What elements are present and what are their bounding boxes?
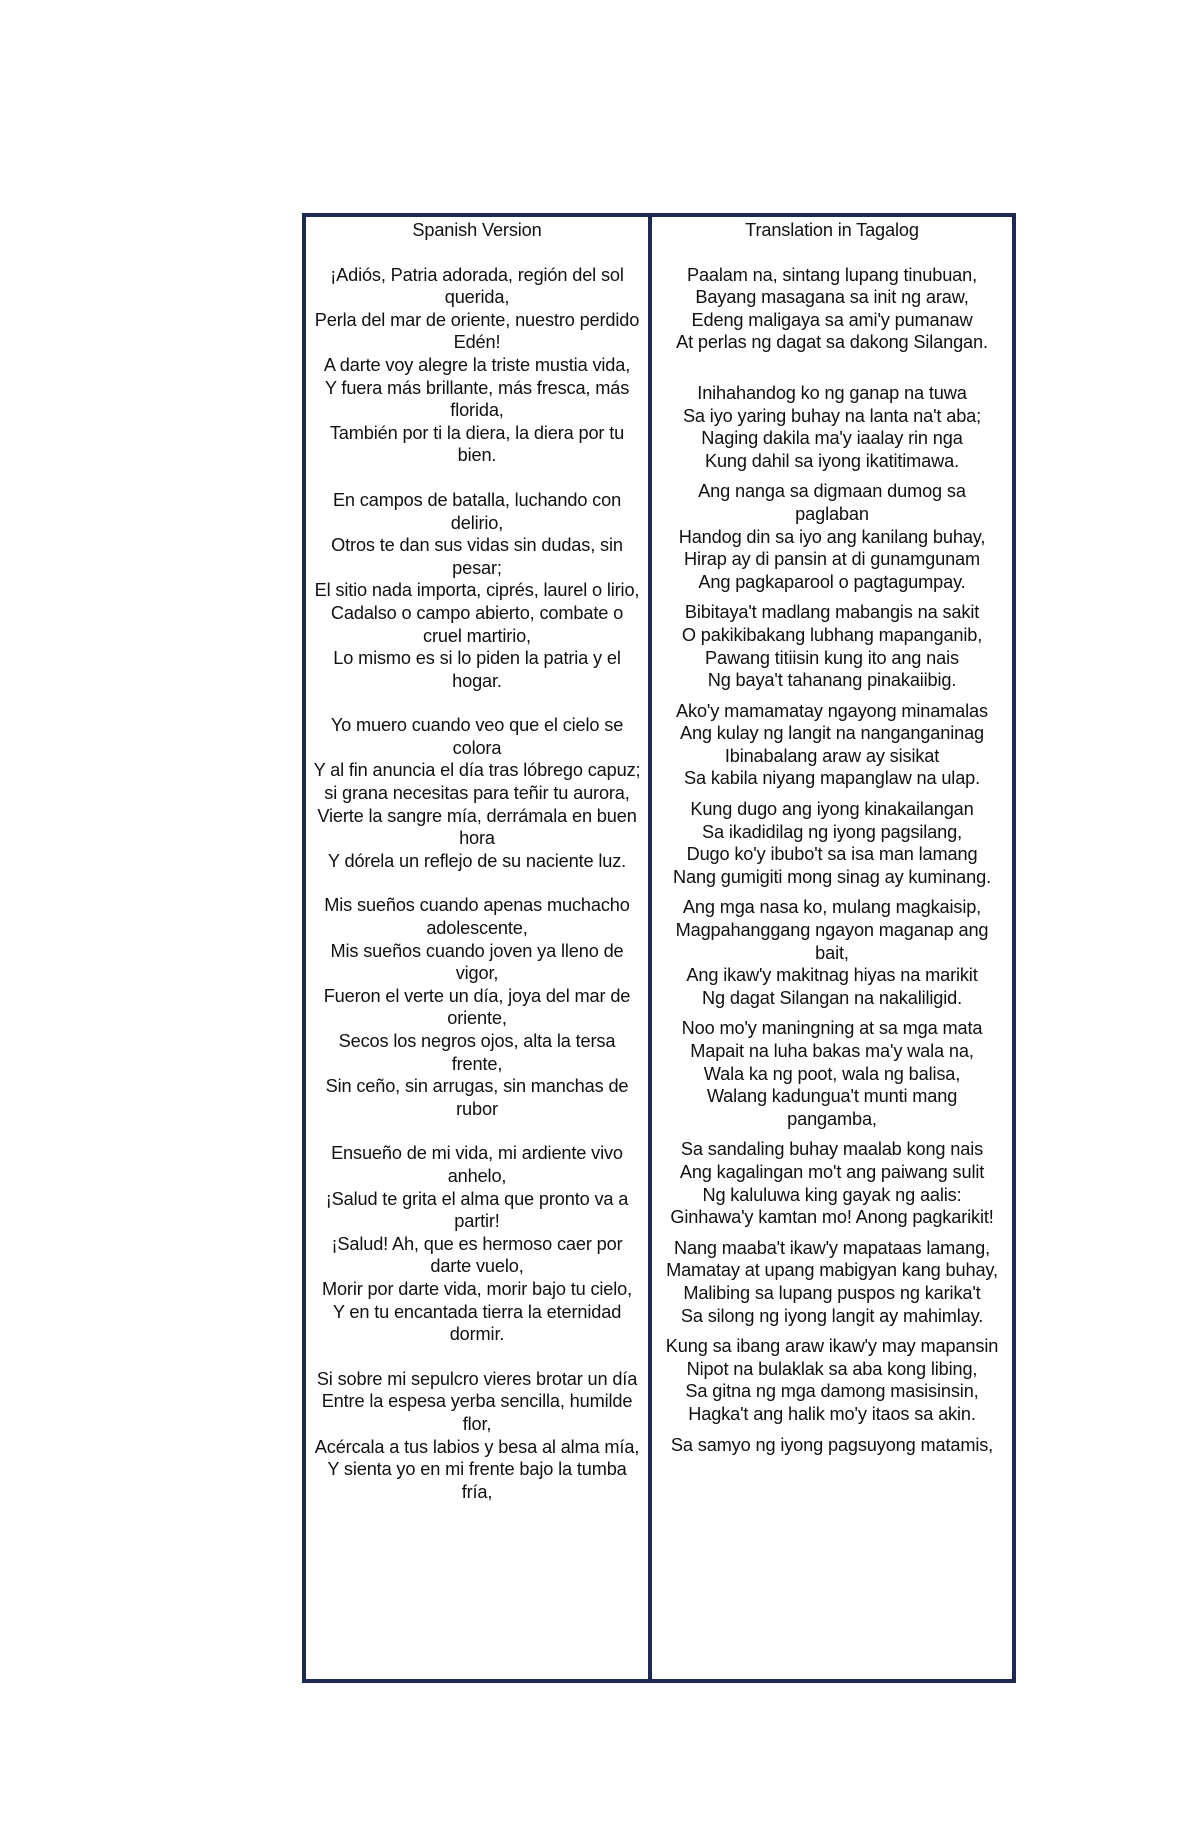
tagalog-line: Ng baya't tahanang pinakaiibig. bbox=[707, 670, 957, 691]
spanish-column bbox=[306, 217, 652, 1679]
tagalog-line: Naging dakila ma'y iaalay rin nga bbox=[701, 428, 963, 449]
tagalog-stanza bbox=[660, 798, 1004, 888]
tagalog-line: Nang gumigiti mong sinag ay kuminang. bbox=[673, 866, 991, 887]
tagalog-line: Sa iyo yaring buhay na lanta na't aba; bbox=[682, 405, 982, 426]
spanish-line: Cadalso o campo abierto, combate o cruel martirio, bbox=[330, 602, 624, 646]
spanish-line: Otros te dan sus vidas sin dudas, sin pesar; bbox=[331, 535, 623, 578]
tagalog-line: Nipot na bulaklak sa aba kong libing, bbox=[686, 1358, 978, 1379]
tagalog-line: Kung dahil sa iyong ikatitimawa. bbox=[704, 450, 959, 471]
spanish-line: Vierte la sangre mía, derrámala en buen hora bbox=[317, 805, 637, 849]
tagalog-stanza bbox=[660, 896, 1004, 1009]
tagalog-line: Ginhawa'y kamtan mo! Anong pagkarikit! bbox=[670, 1207, 994, 1228]
tagalog-header: Translation in Tagalog bbox=[745, 220, 919, 240]
spanish-line: Y dórela un reflejo de su naciente luz. bbox=[327, 850, 627, 871]
tagalog-line: Sa gitna ng mga damong masisinsin, bbox=[685, 1381, 979, 1402]
tagalog-line: Malibing sa lupang puspos ng karika't bbox=[683, 1282, 981, 1303]
tagalog-stanza bbox=[660, 1237, 1004, 1327]
spanish-stanza bbox=[312, 894, 642, 1120]
tagalog-line: At perlas ng dagat sa dakong Silangan. bbox=[676, 332, 988, 353]
tagalog-line: Ang pagkaparool o pagtagumpay. bbox=[698, 571, 966, 592]
tagalog-line: Ng kaluluwa king gayak ng aalis: bbox=[702, 1184, 962, 1205]
spanish-stanza bbox=[312, 264, 642, 467]
spanish-line: Si sobre mi sepulcro vieres brotar un día bbox=[316, 1368, 638, 1389]
spanish-line: Secos los negros ojos, alta la tersa frente, bbox=[338, 1031, 616, 1074]
spanish-header: Spanish Version bbox=[412, 220, 542, 240]
tagalog-line: Sa silong ng iyong langit ay mahimlay. bbox=[680, 1305, 984, 1326]
tagalog-line: Kung sa ibang araw ikaw'y may mapansin bbox=[665, 1336, 999, 1357]
spanish-stanza bbox=[312, 714, 642, 872]
tagalog-line: Inihahandog ko ng ganap na tuwa bbox=[697, 382, 967, 403]
spanish-line: ¡Adiós, Patria adorada, región del sol querida, bbox=[330, 264, 624, 308]
spanish-line: Mis sueños cuando joven ya lleno de vigor, bbox=[330, 940, 624, 984]
poem-table bbox=[302, 213, 1016, 1683]
spanish-line: Lo mismo es si lo piden la patria y el hogar. bbox=[333, 648, 621, 691]
spanish-line: Y fuera más brillante, más fresca, más florida, bbox=[324, 377, 630, 421]
tagalog-line: Bibitaya't madlang mabangis na sakit bbox=[684, 602, 980, 623]
spanish-line: A darte voy alegre la triste mustia vida, bbox=[323, 354, 631, 375]
tagalog-stanza bbox=[660, 1138, 1004, 1228]
tagalog-line: Nang maaba't ikaw'y mapataas lamang, bbox=[674, 1237, 990, 1258]
tagalog-line: Hirap ay di pansin at di gunamgunam bbox=[683, 549, 981, 570]
tagalog-stanza bbox=[660, 700, 1004, 790]
tagalog-line: Noo mo'y maningning at sa mga mata bbox=[681, 1018, 983, 1039]
tagalog-line: Ang kagalingan mo't ang paiwang sulit bbox=[679, 1161, 985, 1182]
tagalog-line: Ang kulay ng langit na nanganganinag bbox=[679, 723, 985, 744]
tagalog-line: Mamatay at upang mabigyan kang buhay, bbox=[666, 1260, 998, 1281]
tagalog-line: Ibinabalang araw ay sisikat bbox=[724, 745, 940, 766]
spanish-line: En campos de batalla, luchando con delirio, bbox=[332, 489, 622, 533]
tagalog-line: Ng dagat Silangan na nakaliligid. bbox=[702, 987, 962, 1008]
spanish-line: si grana necesitas para teñir tu aurora, bbox=[324, 783, 630, 804]
spanish-line: ¡Salud te grita el alma que pronto va a partir! bbox=[325, 1188, 629, 1232]
spanish-line: Morir por darte vida, morir bajo tu cielo, bbox=[321, 1278, 633, 1299]
spanish-line: ¡Salud! Ah, que es hermoso caer por darte vuelo, bbox=[331, 1233, 623, 1277]
spanish-line: El sitio nada importa, ciprés, laurel o lirio, bbox=[314, 580, 640, 601]
spanish-stanza bbox=[312, 489, 642, 692]
tagalog-stanza bbox=[660, 1017, 1004, 1130]
spanish-line: Y en tu encantada tierra la eternidad dormir. bbox=[332, 1301, 622, 1345]
tagalog-line: Walang kadungua't munti mang pangamba, bbox=[706, 1086, 958, 1129]
tagalog-line: Ang nanga sa digmaan dumog sa paglaban bbox=[698, 481, 966, 524]
tagalog-line: Hagka't ang halik mo'y itaos sa akin. bbox=[688, 1403, 976, 1424]
tagalog-line: Wala ka ng poot, wala ng balisa, bbox=[703, 1063, 961, 1084]
tagalog-stanza bbox=[660, 1335, 1004, 1425]
spanish-line: Perla del mar de oriente, nuestro perdido Edén! bbox=[314, 309, 640, 353]
spanish-stanzas bbox=[312, 264, 642, 1504]
tagalog-line: Sa kabila niyang mapanglaw na ulap. bbox=[683, 768, 981, 789]
spanish-line: Mis sueños cuando apenas muchacho adolescente, bbox=[324, 895, 630, 939]
tagalog-stanza bbox=[660, 264, 1004, 354]
spanish-line: Entre la espesa yerba sencilla, humilde flor, bbox=[321, 1391, 633, 1434]
tagalog-stanza bbox=[660, 480, 1004, 593]
tagalog-line: Paalam na, sintang lupang tinubuan, bbox=[686, 264, 977, 285]
spanish-line: Fueron el verte un día, joya del mar de oriente, bbox=[323, 985, 631, 1029]
spanish-line: Y sienta yo en mi frente bajo la tumba fría, bbox=[327, 1459, 627, 1502]
tagalog-line: Edeng maligaya sa ami'y pumanaw bbox=[691, 309, 973, 330]
tagalog-stanza bbox=[660, 601, 1004, 691]
tagalog-line: Mapait na luha bakas ma'y wala na, bbox=[690, 1041, 974, 1061]
tagalog-line: Pawang titiisin kung ito ang nais bbox=[705, 647, 959, 668]
spanish-line: Y al fin anuncia el día tras lóbrego capuz; bbox=[313, 760, 641, 781]
tagalog-line: Sa sandaling buhay maalab kong nais bbox=[680, 1139, 984, 1160]
tagalog-line: Ang mga nasa ko, mulang magkaisip, bbox=[682, 897, 982, 918]
tagalog-line: Ang ikaw'y makitnag hiyas na marikit bbox=[686, 965, 978, 986]
tagalog-line: Handog din sa iyo ang kanilang buhay, bbox=[678, 526, 986, 547]
tagalog-line: Dugo ko'y ibubo't sa isa man lamang bbox=[686, 844, 978, 865]
tagalog-line: Sa ikadidilag ng iyong pagsilang, bbox=[702, 821, 962, 842]
spanish-line: También por ti la diera, la diera por tu bien. bbox=[329, 422, 625, 466]
tagalog-stanza bbox=[660, 382, 1004, 472]
spanish-line: Yo muero cuando veo que el cielo se colora bbox=[330, 715, 624, 758]
tagalog-column bbox=[652, 217, 1012, 1679]
tagalog-line: Sa samyo ng iyong pagsuyong matamis, bbox=[670, 1434, 994, 1455]
spanish-line: Acércala a tus labios y besa al alma mía, bbox=[314, 1436, 640, 1457]
tagalog-stanzas bbox=[660, 264, 1004, 1457]
tagalog-line: Bayang masagana sa init ng araw, bbox=[695, 287, 969, 308]
spanish-stanza bbox=[312, 1142, 642, 1345]
tagalog-line: Magpahanggang ngayon maganap ang bait, bbox=[675, 920, 989, 963]
tagalog-stanza bbox=[660, 1434, 1004, 1457]
tagalog-line: Kung dugo ang iyong kinakailangan bbox=[690, 799, 974, 820]
spanish-stanza bbox=[312, 1368, 642, 1504]
tagalog-line: Ako'y mamamatay ngayong minamalas bbox=[676, 700, 988, 721]
spanish-line: Ensueño de mi vida, mi ardiente vivo anhelo, bbox=[331, 1143, 623, 1186]
tagalog-line: O pakikibakang lubhang mapanganib, bbox=[681, 624, 983, 645]
spanish-line: Sin ceño, sin arrugas, sin manchas de rubor bbox=[325, 1076, 629, 1119]
